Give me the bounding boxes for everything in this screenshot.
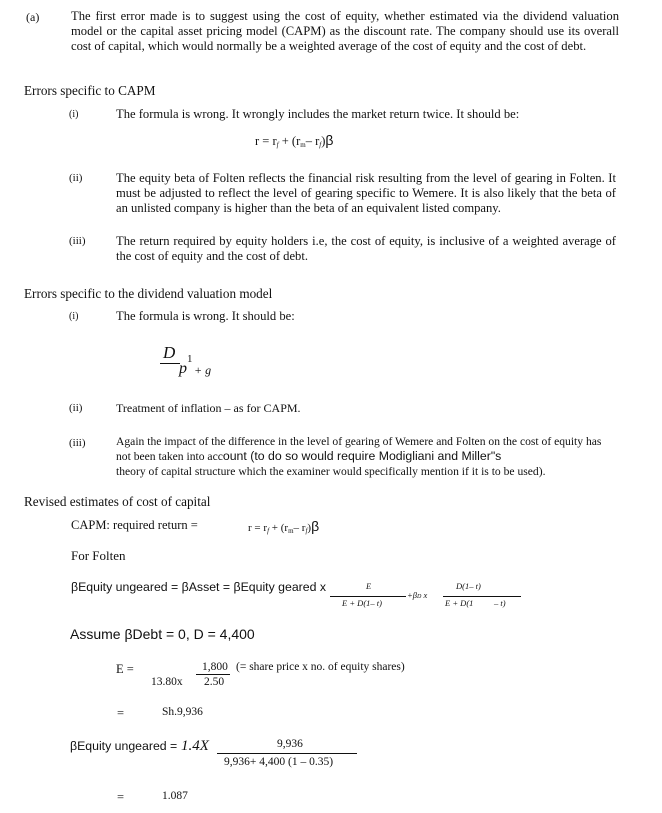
capm-required-return-label: CAPM: required return = — [71, 518, 198, 532]
e-result-value: Sh.9,936 — [162, 706, 203, 718]
beta-calc-numerator: 9,936 — [277, 738, 303, 750]
e-calc-lhs: E = — [116, 662, 134, 676]
dvm-errors-heading: Errors specific to the dividend valuation model — [24, 286, 273, 301]
revised-heading: Revised estimates of cost of capital — [24, 494, 211, 509]
dvm-formula: D 1 p + g — [160, 343, 240, 383]
beta-calc-lhs: βEquity ungeared = — [70, 739, 178, 753]
ungeared-formula-fractions: E E + D(1– t) +βD x D(1– t) E + D(1 – t) — [330, 578, 530, 608]
capm-errors-heading: Errors specific to CAPM — [24, 83, 156, 98]
dvm-item-iii-label: (iii) — [69, 437, 86, 449]
dvm-item-i-text: The formula is wrong. It should be: — [116, 309, 295, 323]
capm-item-iii-label: (iii) — [69, 235, 86, 247]
beta-calc-denominator: 9,936+ 4,400 (1 – 0.35) — [224, 756, 334, 768]
e-calc-note: (= share price x no. of equity shares) — [236, 661, 405, 673]
capm-item-ii-label: (ii) — [69, 172, 83, 184]
part-a-paragraph: The first error made is to suggest using the cost of equity, whether estimated via the dividend valuation model or the capital asset pricing model (CAPM) as the discount rate. The company should use its overall cost of capital, which would normally be a weighted average of the cost of equity and the cost of debt. — [71, 9, 619, 53]
beta-result-eq: = — [117, 790, 125, 804]
beta-calc-fraction-line — [217, 753, 357, 754]
ungeared-formula-lhs: βEquity ungeared = βAsset = βEquity geared x — [71, 580, 327, 594]
dvm-item-ii-label: (ii) — [69, 402, 83, 414]
for-folten-label: For Folten — [71, 548, 126, 563]
beta-calc-multiplier: 1.4X — [181, 738, 209, 754]
e-result-eq: = — [117, 706, 125, 720]
e-calc-numerator: 1,800 — [202, 661, 228, 673]
beta-result-value: 1.087 — [162, 790, 188, 802]
part-a-label: (a) — [26, 10, 40, 24]
revised-capm-formula: r = rf + (rm– rf)β — [248, 518, 320, 535]
e-calc-denominator: 2.50 — [204, 676, 225, 688]
e-calc-fraction-line — [196, 674, 230, 675]
capm-item-iii-text: The return required by equity holders i.e, the cost of equity, is inclusive of a weighted average of the cost of equity and the cost of debt. — [116, 234, 616, 263]
capm-item-i-label: (i) — [69, 109, 79, 120]
dvm-item-i-label: (i) — [69, 311, 79, 322]
capm-item-ii-text: The equity beta of Folten reflects the financial risk resulting from the level of gearing in Folten. It must be adjusted to reflect the level of gearing specific to Wemere. It is also likely that the beta of an unlisted company is higher than the beta of an equivalent listed company. — [116, 171, 616, 215]
assume-line: Assume βDebt = 0, D = 4,400 — [70, 626, 255, 642]
capm-formula: r = rf + (rm– rf)β — [255, 132, 334, 149]
capm-item-i-text: The formula is wrong. It wrongly includes the market return twice. It should be: — [116, 107, 520, 121]
dvm-item-ii-text: Treatment of inflation – as for CAPM. — [116, 401, 301, 415]
e-calc-multiplier: 13.80x — [151, 676, 183, 688]
dvm-item-iii-text: Again the impact of the difference in the level of gearing of Wemere and Folten on the cost of equity has not been taken into account (to do so would require Modigliani and Miller"s theory of capital structure which the examiner would specifically mention if it is to be used). — [116, 435, 602, 478]
